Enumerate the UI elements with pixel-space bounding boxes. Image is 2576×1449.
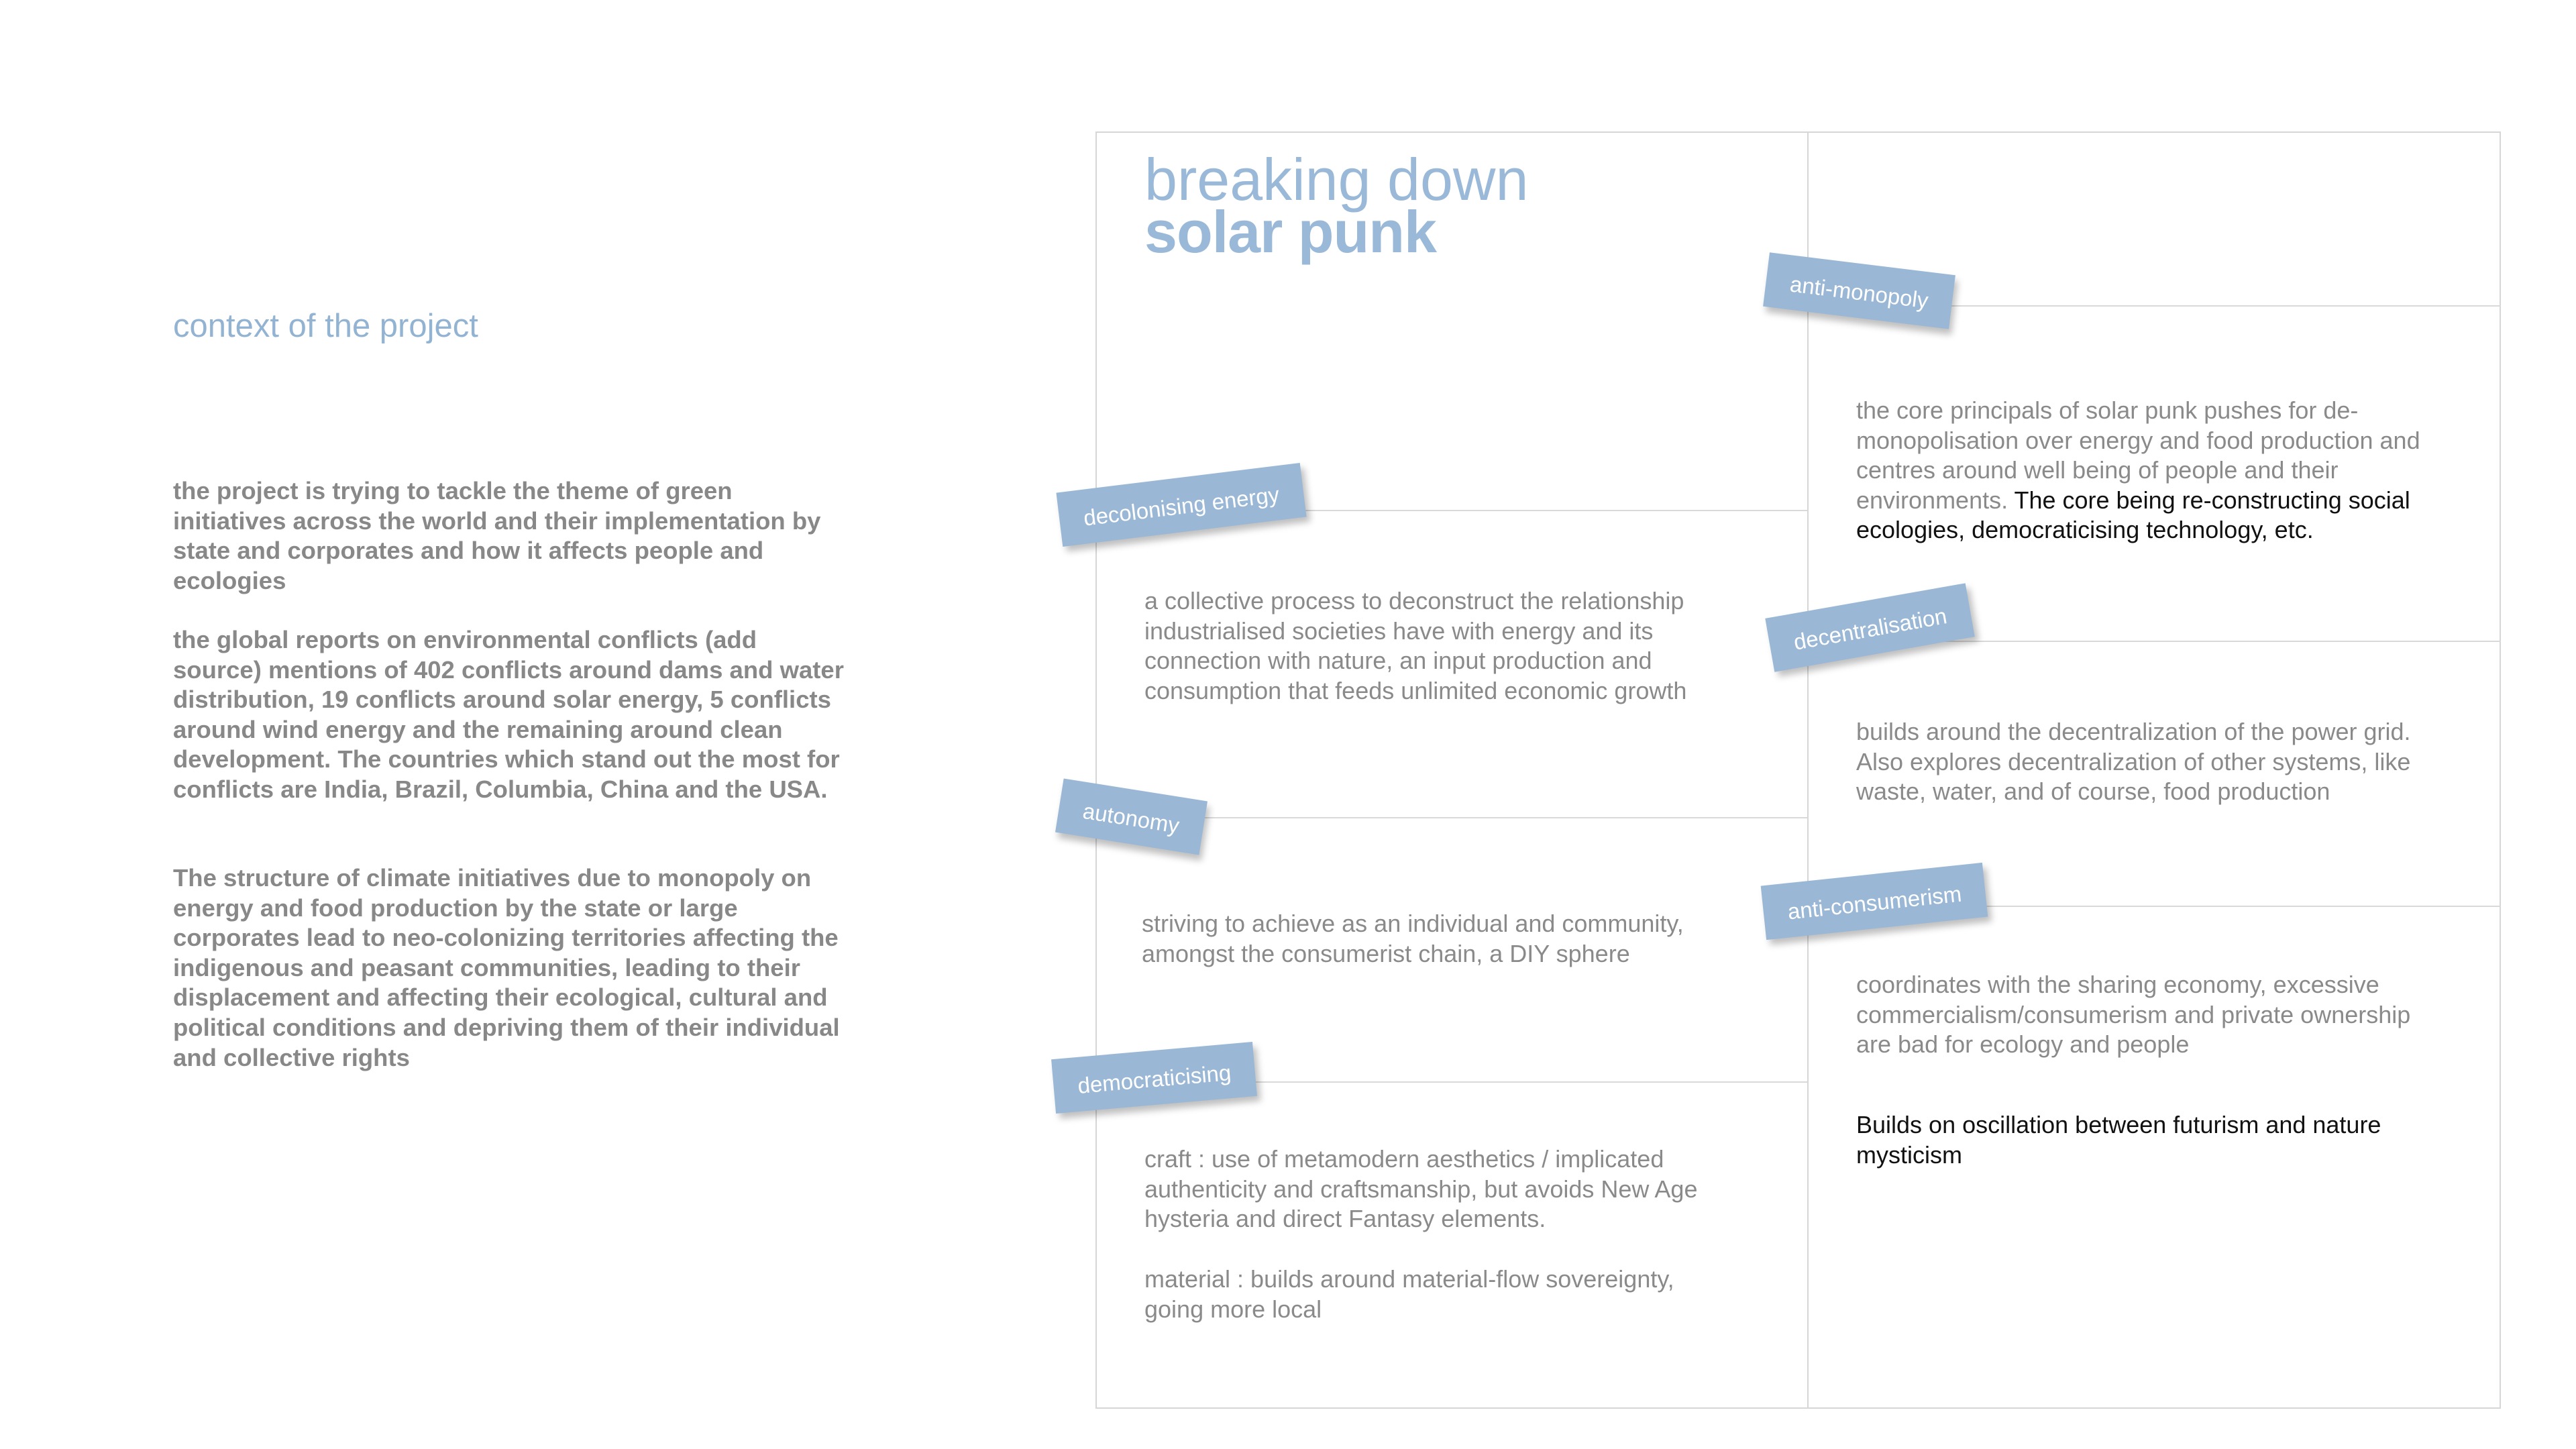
board-column-divider: [1807, 131, 1809, 1409]
board-title-light: breaking down: [1144, 146, 1529, 213]
text-material: material : builds around material-flow sovereignty, going more local: [1144, 1265, 1674, 1323]
text-decentralisation: builds around the decentralization of the power grid. Also explores decentralization of other systems, like waste, water, and of course, food production: [1856, 718, 2411, 806]
tag-anti-consumerism: anti-consumerism: [1761, 863, 1988, 940]
context-paragraph-1: the project is trying to tackle the theme of green initiatives across the world and their implementation by state and corporates and how it affects people and ecologies: [173, 477, 821, 594]
context-paragraph-3: The structure of climate initiatives due to monopoly on energy and food production by the state or large corporates lead to neo-colonizing territories affecting the indigenous and peasant communities, leading to their displacement and affecting their ecological, cultural and political conditions and depriving them of their individual and collective rights: [173, 864, 840, 1071]
text-craft: craft : use of metamodern aesthetics / implicated authenticity and craftsmanship, but avoids New Age hysteria and direct Fantasy elements.: [1144, 1145, 1698, 1233]
text-autonomy: striving to achieve as an individual and community, amongst the consumerist chain, a DIY sphere: [1142, 910, 1684, 967]
text-anti-monopoly-a: the core principals of solar punk pushes for de-monopolisation over energy and food production and centres around well being of people and their environments.: [1856, 396, 2420, 514]
context-paragraph-2: the global reports on environmental conflicts (add source) mentions of 402 conflicts around dams and water distribution, 19 conflicts around solar energy, 5 conflicts around wind energy and the remaining around clean development. The countries which stand out the most for conflicts are India, Brazil, Columbia, China and the USA.: [173, 626, 844, 803]
tag-anti-monopoly: anti-monopoly: [1763, 252, 1955, 329]
context-heading: context of the project: [173, 308, 478, 344]
text-decolonising-energy: a collective process to deconstruct the relationship industrialised societies have with energy and its connection with nature, an input production and consumption that feeds unlimited economic growth: [1144, 587, 1687, 704]
text-futurism: Builds on oscillation between futurism and nature mysticism: [1856, 1111, 2381, 1169]
board-title-bold: solar punk: [1144, 199, 1436, 265]
text-anti-monopoly: [1856, 396, 2460, 545]
text-anti-consumerism: coordinates with the sharing economy, excessive commercialism/consumerism and private ownership are bad for ecology and people: [1856, 971, 2411, 1059]
text-anti-monopoly-b: The core being re-constructing social ecologies, democraticising technology, etc.: [1856, 486, 2410, 544]
tag-decentralisation: decentralisation: [1765, 583, 1975, 672]
tag-democraticising: democraticising: [1051, 1042, 1257, 1114]
tag-decolonising-energy: decolonising energy: [1056, 463, 1306, 547]
tag-autonomy: autonomy: [1055, 779, 1208, 855]
